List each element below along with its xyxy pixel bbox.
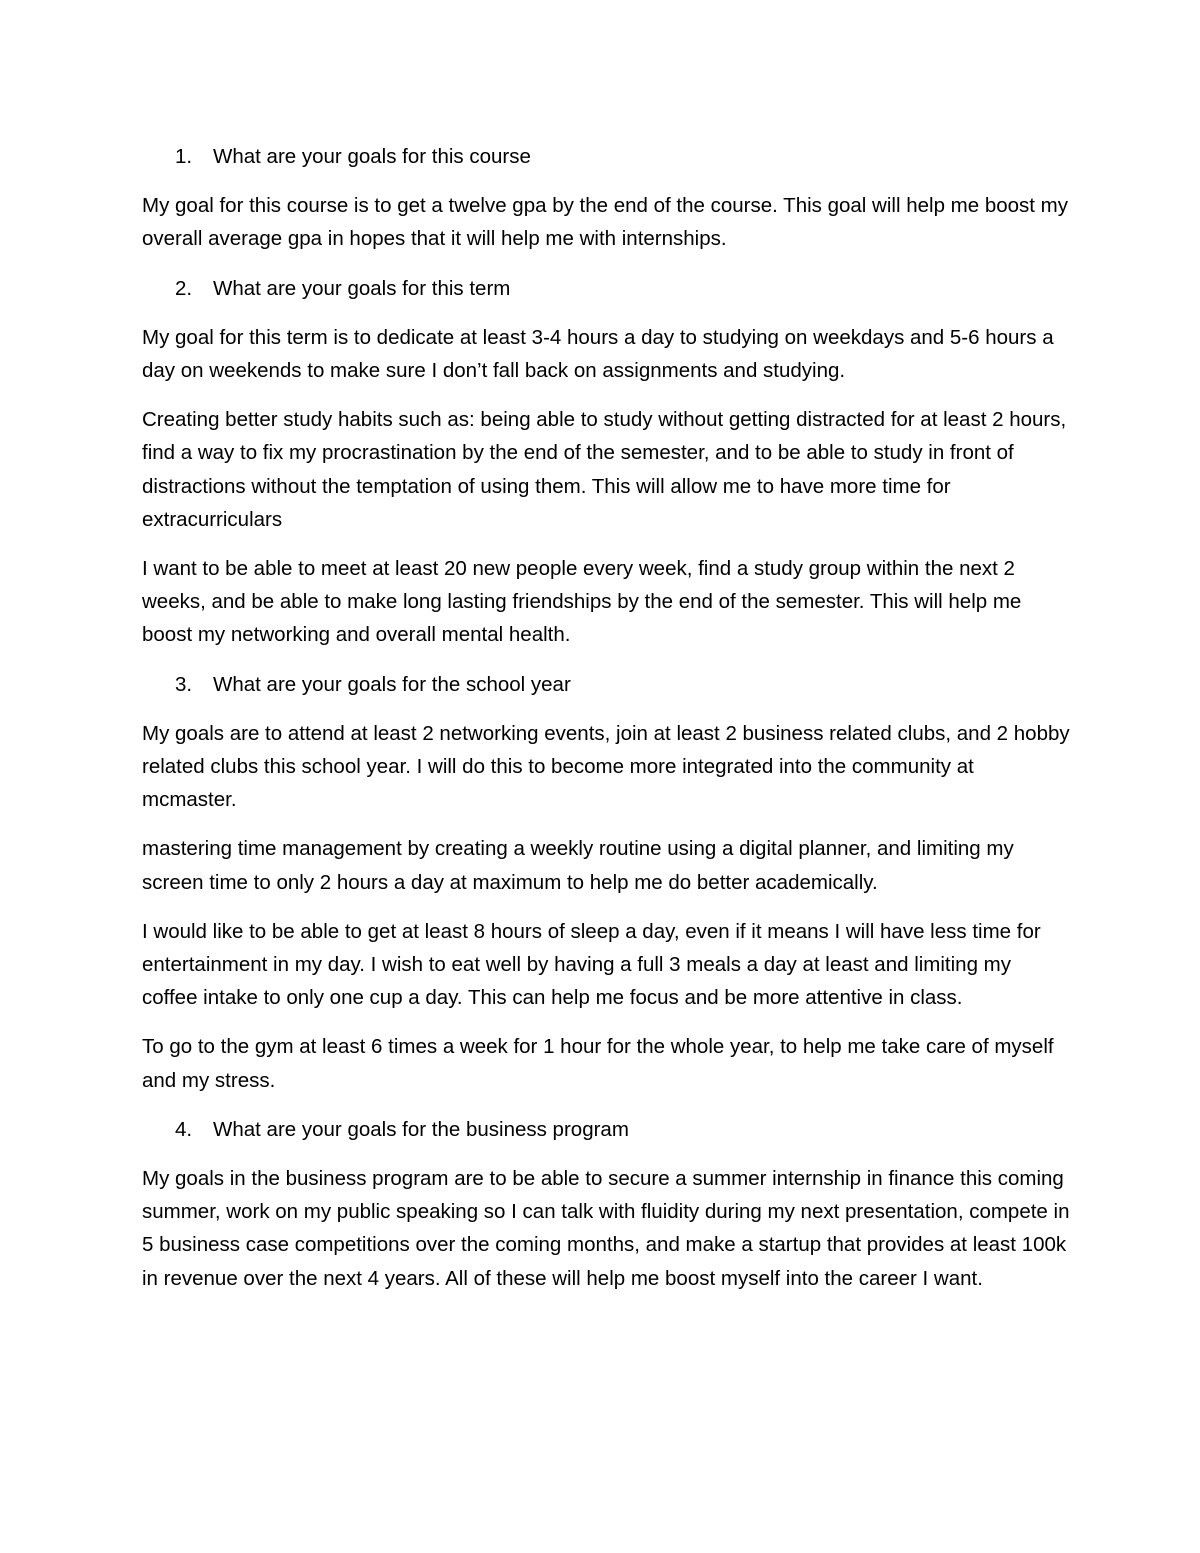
question-3 (142, 668, 1072, 701)
document-body (142, 140, 1072, 1311)
question-text: What are your goals for this course (213, 145, 531, 168)
question-text: What are your goals for this term (213, 276, 511, 300)
answer-paragraph: My goal for this term is to dedicate at least 3-4 hours a day to studying on weekdays and 5-6 hours a day on weekends to make sure I don’t fall back on assignments and studying. (142, 325, 1054, 383)
question-text: What are your goals for the school year (213, 672, 571, 696)
question-4 (142, 1113, 1072, 1146)
answer-paragraph: My goal for this course is to get a twelve gpa by the end of the course. This goal will help me boost my overall average gpa in hopes that it will help me with internships. (142, 194, 1069, 251)
question-number: 2. (175, 276, 193, 300)
question-2 (142, 272, 1072, 305)
answer-paragraph: I want to be able to meet at least 20 new people every week, find a study group within the next 2 weeks, and be able to make long lasting friendships by the end of the semester. This will help me boost my networking and overall mental health. (142, 557, 1022, 647)
question-number: 1. (175, 145, 193, 168)
question-number: 3. (175, 672, 193, 696)
question-text: What are your goals for the business program (213, 1117, 629, 1141)
answer-paragraph: My goals in the business program are to be able to secure a summer internship in finance this coming summer, work on my public speaking so I can talk with fluidity during my next presentation, compete in 5 business case competitions over the coming months, and make a startup that provides at least 100k in revenue over the next 4 years. All of these will help me boost myself into the career I want. (142, 1167, 1070, 1290)
answer-paragraph: Creating better study habits such as: being able to study without getting distracted for at least 2 hours, find a way to fix my procrastination by the end of the semester, and to be able to study in front of distractions without the temptation of using them. This will allow me to have more time for extracurriculars (142, 408, 1067, 531)
question-number: 4. (175, 1117, 193, 1141)
answer-paragraph: mastering time management by creating a weekly routine using a digital planner, and limiting my screen time to only 2 hours a day at maximum to help me do better academically. (142, 837, 1014, 894)
answer-paragraph: My goals are to attend at least 2 networking events, join at least 2 business related clubs, and 2 hobby related clubs this school year. I will do this to become more integrated into the community at mcmaster. (142, 721, 1070, 812)
answer-paragraph: I would like to be able to get at least 8 hours of sleep a day, even if it means I will have less time for entertainment in my day. I wish to eat well by having a full 3 meals a day at least and limiting my coffee intake to only one cup a day. This can help me focus and be more attentive in class. (142, 919, 1041, 1010)
question-1 (142, 140, 1072, 173)
answer-paragraph: To go to the gym at least 6 times a week for 1 hour for the whole year, to help me take care of myself and my stress. (142, 1035, 1054, 1092)
